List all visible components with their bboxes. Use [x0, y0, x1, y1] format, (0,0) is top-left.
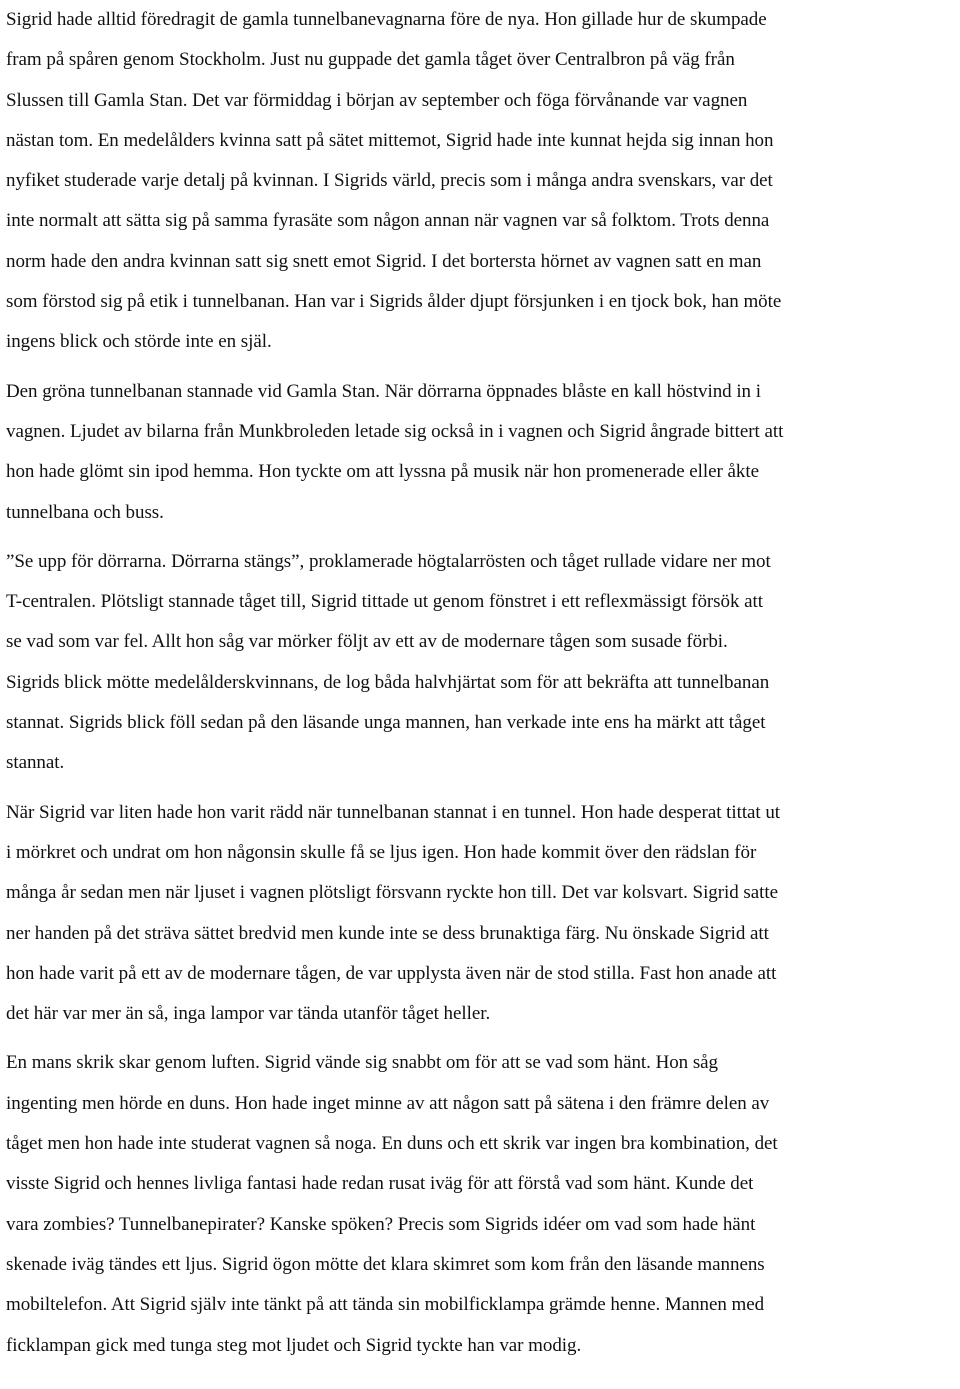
- text-line: Sigrid hade alltid föredragit de gamla tunnelbanevagnarna före de nya. Hon gillade hur de skumpade: [6, 9, 767, 30]
- text-line: vagnen. Ljudet av bilarna från Munkbroleden letade sig också in i vagnen och Sigrid ångrade bittert att: [6, 420, 784, 442]
- paragraph-gap: [6, 1034, 954, 1043]
- text-line: stannat.: [6, 752, 65, 774]
- text-line: ner handen på det sträva sättet bredvid men kunde inte se dess brunaktiga färg. Nu önskade Sigrid att: [6, 922, 769, 944]
- document-body: [6, 0, 954, 1366]
- text-line: fram på spåren genom Stockholm. Just nu guppade det gamla tåget över Centralbron på väg från: [6, 49, 735, 71]
- paragraph-gap: [6, 533, 954, 542]
- paragraph: [6, 1043, 954, 1365]
- text-line: norm hade den andra kvinnan satt sig snett emot Sigrid. I det bortersta hörnet av vagnen satt en man: [6, 250, 762, 272]
- text-line: tåget men hon hade inte studerat vagnen så noga. En duns och ett skrik var ingen bra kombination, det: [6, 1133, 778, 1155]
- text-line: se vad som var fel. Allt hon såg var mörker följt av ett av de modernare tågen som susade förbi.: [6, 631, 728, 653]
- paragraph: [6, 0, 954, 363]
- text-line: ficklampan gick med tunga steg mot ljudet och Sigrid tyckte han var modig.: [6, 1334, 582, 1356]
- text-line: Den gröna tunnelbanan stannade vid Gamla Stan. När dörrarna öppnades blåste en kall höstvind in i: [6, 380, 761, 402]
- text-line: inte normalt att sätta sig på samma fyrasäte som någon annan när vagnen var så folktom. Trots denna: [6, 210, 770, 232]
- paragraph: [6, 793, 954, 1035]
- text-line: nästan tom. En medelålders kvinna satt på sätet mittemot, Sigrid hade inte kunnat hejda sig innan hon: [6, 129, 774, 151]
- text-line: En mans skrik skar genom luften. Sigrid vände sig snabbt om för att se vad som hänt. Hon såg: [6, 1052, 719, 1074]
- text-line: Sigrids blick mötte medelålderskvinnans, de log båda halvhjärtat som för att bekräfta att tunnelbanan: [6, 671, 770, 693]
- text-line: T-centralen. Plötsligt stannade tåget till, Sigrid tittade ut genom fönstret i ett reflexmässigt försök att: [6, 591, 763, 613]
- text-line: det här var mer än så, inga lampor var tända utanför tåget heller.: [6, 1003, 491, 1025]
- text-line: nyfiket studerade varje detalj på kvinnan. I Sigrids värld, precis som i många andra svenskars, var det: [6, 170, 773, 192]
- text-line: När Sigrid var liten hade hon varit rädd när tunnelbanan stannat i en tunnel. Hon hade desperat tittat ut: [6, 801, 781, 823]
- text-line: vara zombies? Tunnelbanepirater? Kanske spöken? Precis som Sigrids idéer om vad som hade hänt: [6, 1213, 756, 1235]
- text-line: skenade iväg tändes ett ljus. Sigrid ögon mötte det klara skimret som kom från den läsande mannens: [6, 1253, 765, 1275]
- text-line: hon hade varit på ett av de modernare tågen, de var upplysta även när de stod stilla. Fast hon anade att: [6, 962, 777, 984]
- text-line: visste Sigrid och hennes livliga fantasi hade redan rusat iväg för att förstå vad som hänt. Kunde det: [6, 1173, 754, 1195]
- text-line: mobiltelefon. Att Sigrid själv inte tänkt på att tända sin mobilficklampa grämde henne. Mannen med: [6, 1294, 765, 1316]
- text-line: i mörkret och undrat om hon någonsin skulle få se ljus igen. Hon hade kommit över den rädslan för: [6, 841, 757, 863]
- paragraph: [6, 542, 954, 784]
- text-line: hon hade glömt sin ipod hemma. Hon tyckte om att lyssna på musik när hon promenerade eller åkte: [6, 461, 759, 483]
- text-line: som förstod sig på etik i tunnelbanan. Han var i Sigrids ålder djupt försjunken i en tjock bok, han möte: [6, 291, 782, 313]
- text-line: Slussen till Gamla Stan. Det var förmiddag i början av september och föga förvånande var vagnen: [6, 89, 748, 111]
- text-line: ”Se upp för dörrarna. Dörrarna stängs”, proklamerade högtalarrösten och tåget rullade vidare ner mot: [6, 550, 771, 572]
- paragraph: [6, 372, 954, 533]
- text-line: tunnelbana och buss.: [6, 501, 164, 523]
- text-line: stannat. Sigrids blick föll sedan på den läsande unga mannen, han verkade inte ens ha märkt att tåget: [6, 712, 766, 734]
- text-line: många år sedan men när ljuset i vagnen plötsligt försvann ryckte hon till. Det var kolsvart. Sigrid satte: [6, 882, 778, 904]
- paragraph-gap: [6, 363, 954, 372]
- text-line: ingenting men hörde en duns. Hon hade inget minne av att någon satt på sätena i den främre delen av: [6, 1092, 770, 1114]
- paragraph-gap: [6, 784, 954, 793]
- text-line: ingens blick och störde inte en själ.: [6, 331, 272, 353]
